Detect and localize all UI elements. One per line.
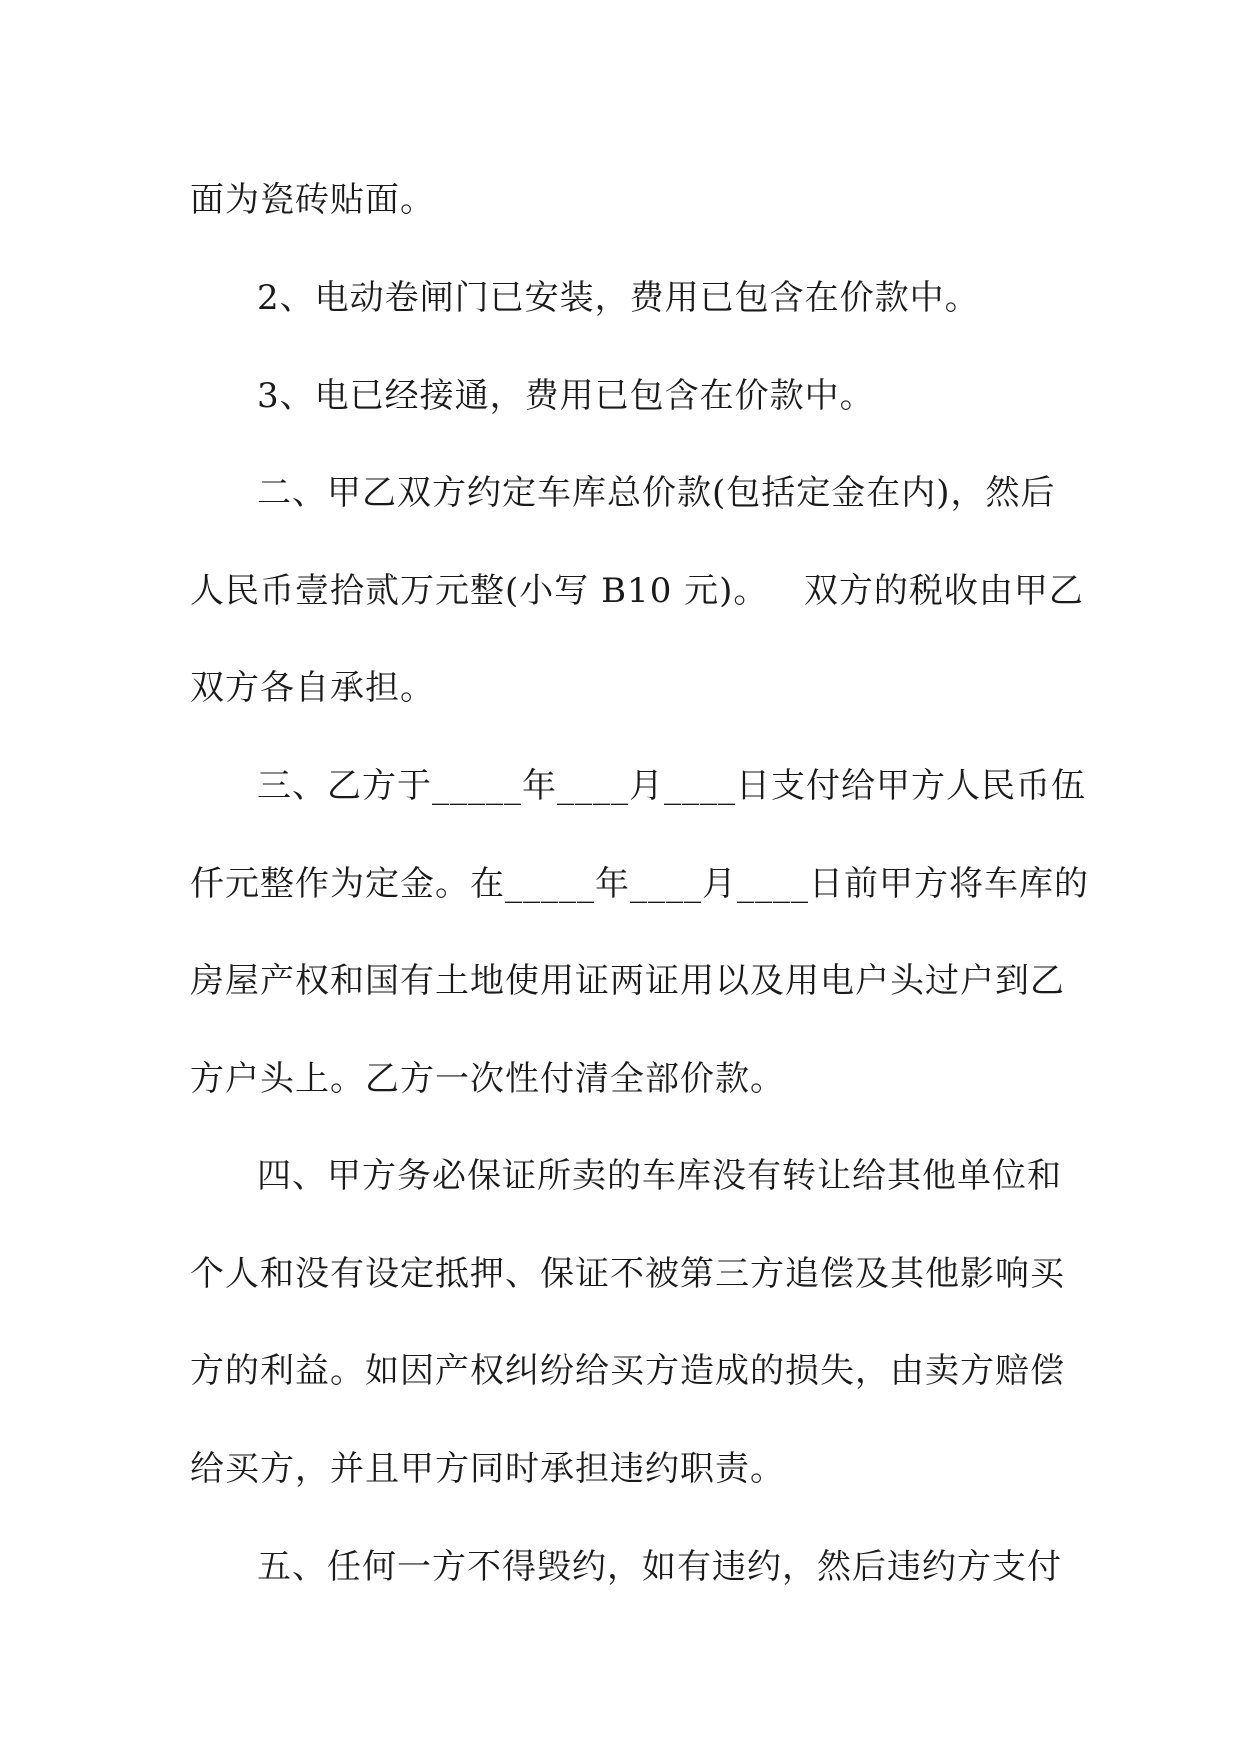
- paragraph-line: 四、甲方务必保证所卖的车库没有转让给其他单位和: [257, 1156, 1062, 1196]
- paragraph-line: 五、任何一方不得毁约，如有违约，然后违约方支付: [257, 1547, 1062, 1587]
- paragraph-line: 二、甲乙双方约定车库总价款(包括定金在内)，然后: [257, 473, 1056, 513]
- paragraph-line: 面为瓷砖贴面。: [190, 180, 435, 220]
- paragraph-line: 人民币壹拾贰万元整(小写 B10 元)。 双方的税收由甲乙: [190, 571, 1084, 611]
- paragraph-line: 给买方，并且甲方同时承担违约职责。: [190, 1449, 785, 1489]
- paragraph-line: 房屋产权和国有土地使用证两证用以及用电户头过户到乙: [190, 961, 1065, 1001]
- paragraph-line: 2、电动卷闸门已安装，费用已包含在价款中。: [257, 278, 980, 318]
- paragraph-line: 仟元整作为定金。在_____年____月____日前甲方将车库的: [190, 864, 1089, 904]
- paragraph-line: 双方各自承担。: [190, 668, 435, 708]
- paragraph-line: 三、乙方于_____年____月____日支付给甲方人民币伍: [257, 766, 1086, 806]
- paragraph-line: 方户头上。乙方一次性付清全部价款。: [190, 1059, 785, 1099]
- paragraph-line: 3、电已经接通，费用已包含在价款中。: [257, 376, 875, 416]
- paragraph-line: 个人和没有设定抵押、保证不被第三方追偿及其他影响买: [190, 1254, 1065, 1294]
- paragraph-line: 方的利益。如因产权纠纷给买方造成的损失，由卖方赔偿: [190, 1351, 1065, 1391]
